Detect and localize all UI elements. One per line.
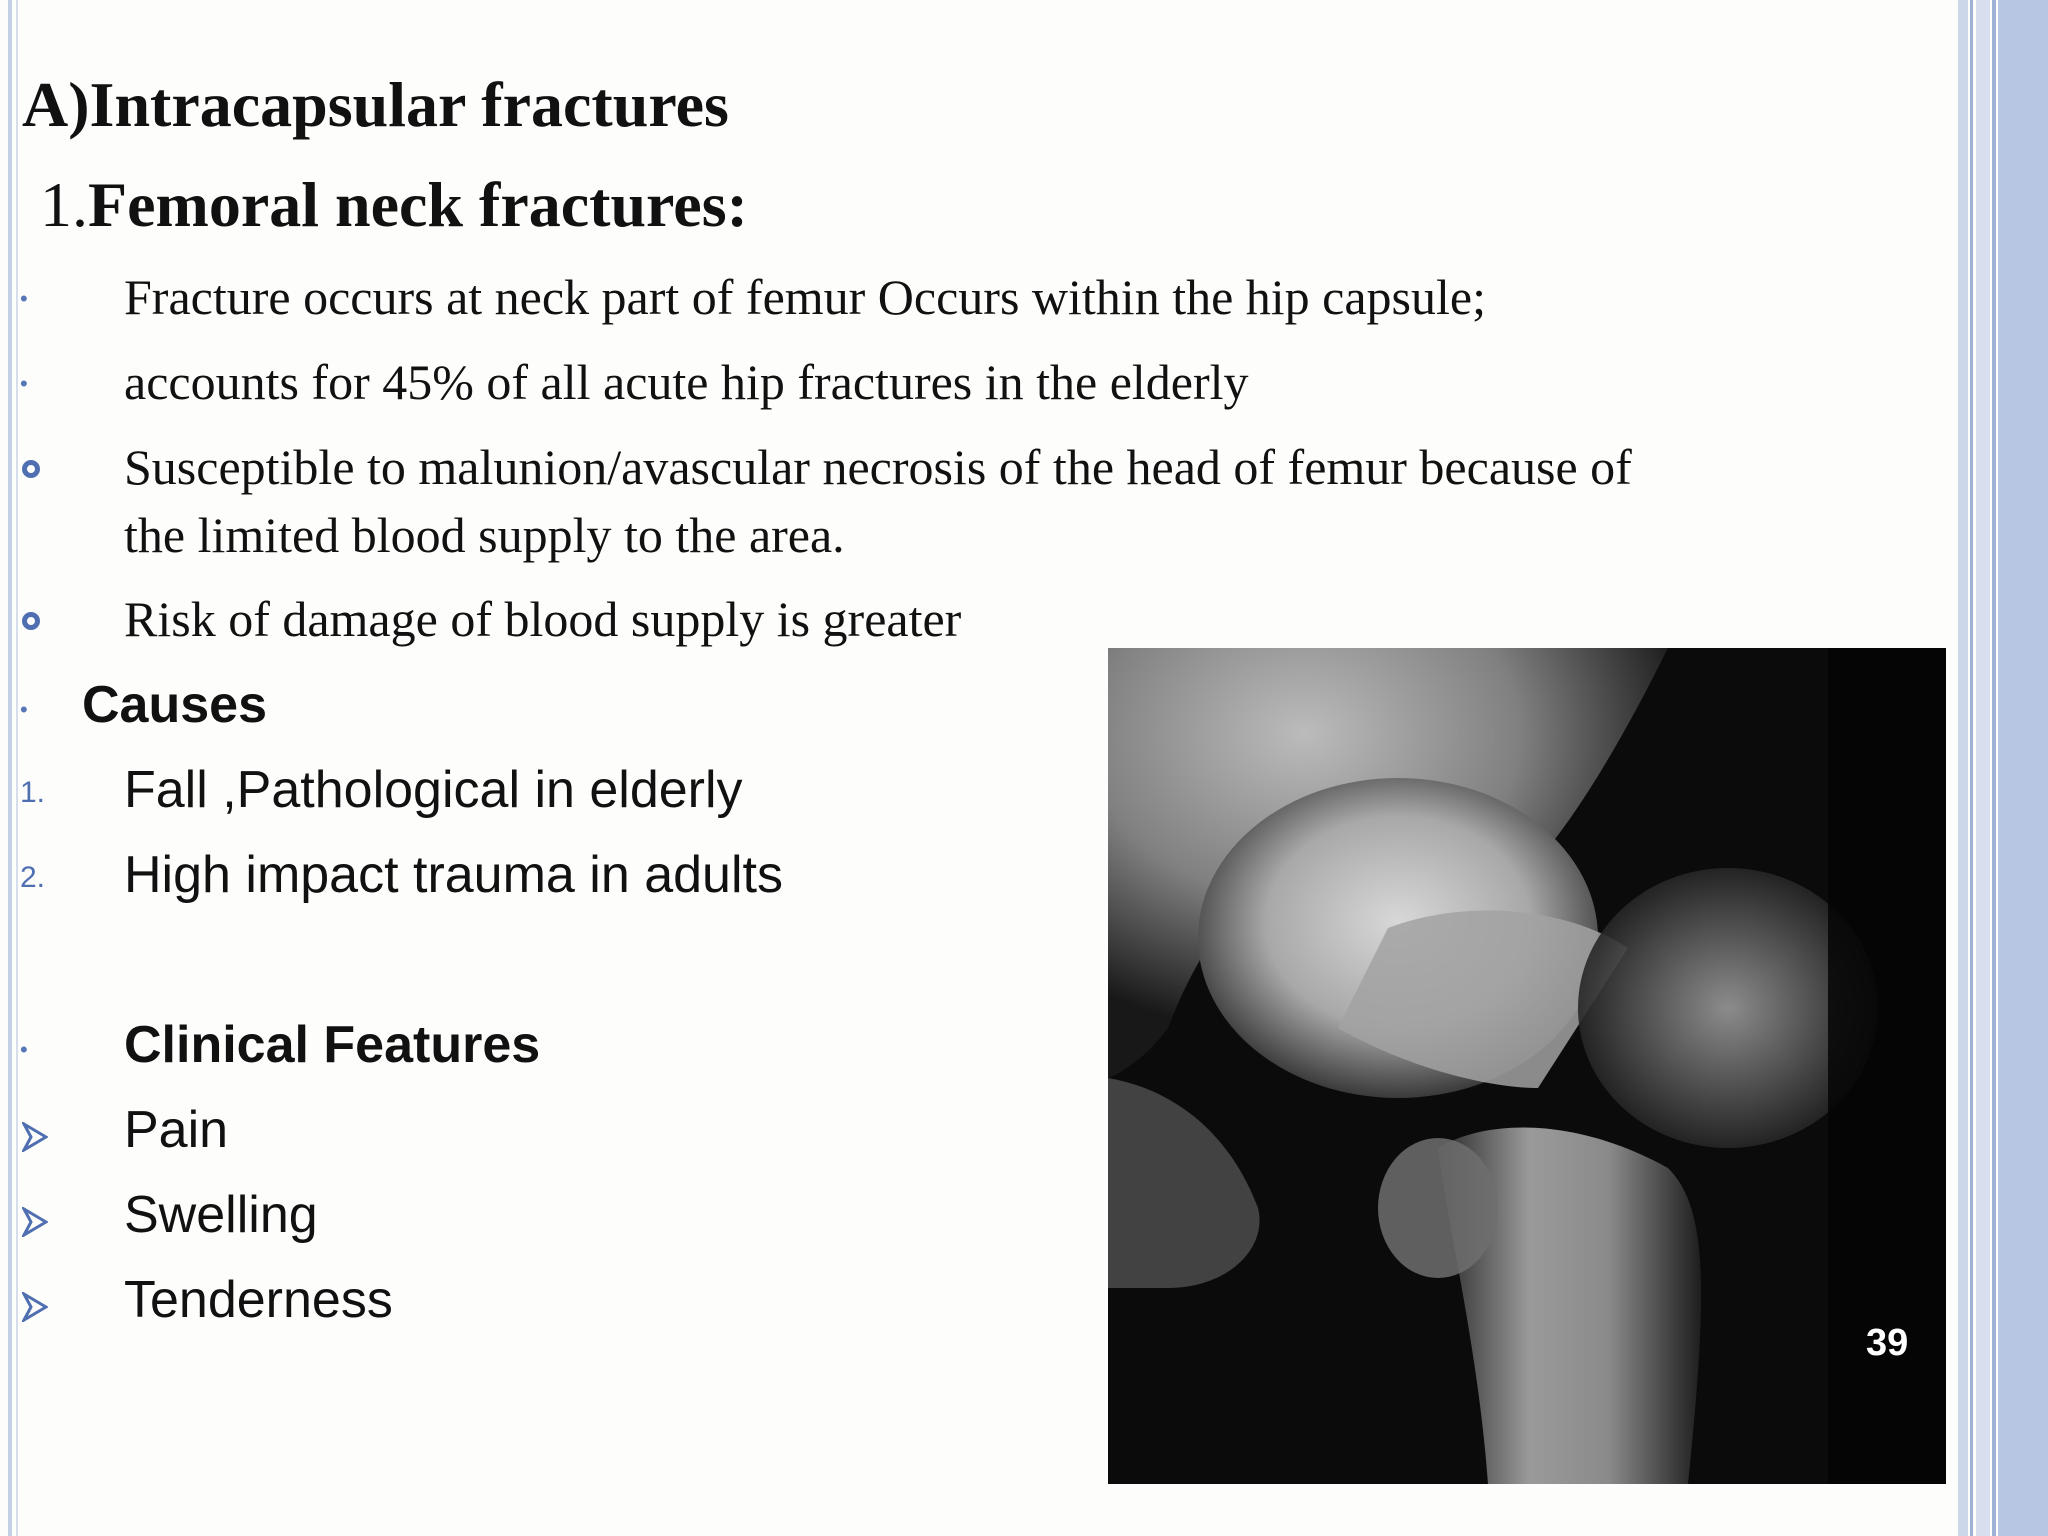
slide-subtitle [40, 168, 748, 242]
bullet-text: Susceptible to malunion/avascular necrosis of the head of femur because of [124, 439, 1632, 495]
bullet-text: accounts for 45% of all acute hip fractures in the elderly [124, 354, 1249, 410]
bullet-text: Fracture occurs at neck part of femur Occurs within the hip capsule; [124, 269, 1486, 325]
feature-text: Pain [124, 1101, 229, 1159]
right-border-stripe [1992, 0, 1996, 1536]
dot-bullet-icon: • [20, 1037, 28, 1062]
subtitle-number: 1. [40, 169, 88, 240]
right-border-stripe [1970, 0, 1973, 1536]
causes-heading: Causes [82, 676, 267, 734]
hip-xray-image [1108, 648, 1946, 1484]
ring-bullet-icon [22, 612, 40, 630]
arrow-bullet-icon [22, 1122, 48, 1157]
arrow-bullet-icon [22, 1292, 48, 1327]
left-border-stripe-inner [16, 0, 18, 1536]
feature-text: Swelling [124, 1186, 318, 1244]
cause-text: High impact trauma in adults [124, 846, 783, 904]
clinical-heading: Clinical Features [124, 1016, 541, 1074]
cause-text: Fall ,Pathological in elderly [124, 761, 743, 819]
feature-text: Tenderness [124, 1271, 393, 1329]
right-border-stripe [1998, 0, 2048, 1536]
ring-bullet-icon [22, 460, 40, 478]
left-border-stripe [8, 0, 12, 1536]
dot-bullet-icon: • [20, 697, 28, 722]
right-border-stripe [1976, 0, 1990, 1536]
bullet-text: the limited blood supply to the area. [124, 507, 845, 563]
slide-title: A)Intracapsular fractures [22, 69, 729, 140]
cause-number: 2. [20, 861, 46, 894]
bullet-text: Risk of damage of blood supply is greater [124, 591, 962, 647]
right-border-stripe [1958, 0, 1968, 1536]
page-number: 39 [1866, 1322, 1909, 1364]
subtitle-text: Femoral neck fractures: [88, 169, 748, 240]
dot-bullet-icon: • [20, 371, 28, 396]
cause-number: 1. [20, 776, 46, 809]
arrow-bullet-icon [22, 1207, 48, 1242]
dot-bullet-icon: • [20, 286, 28, 311]
